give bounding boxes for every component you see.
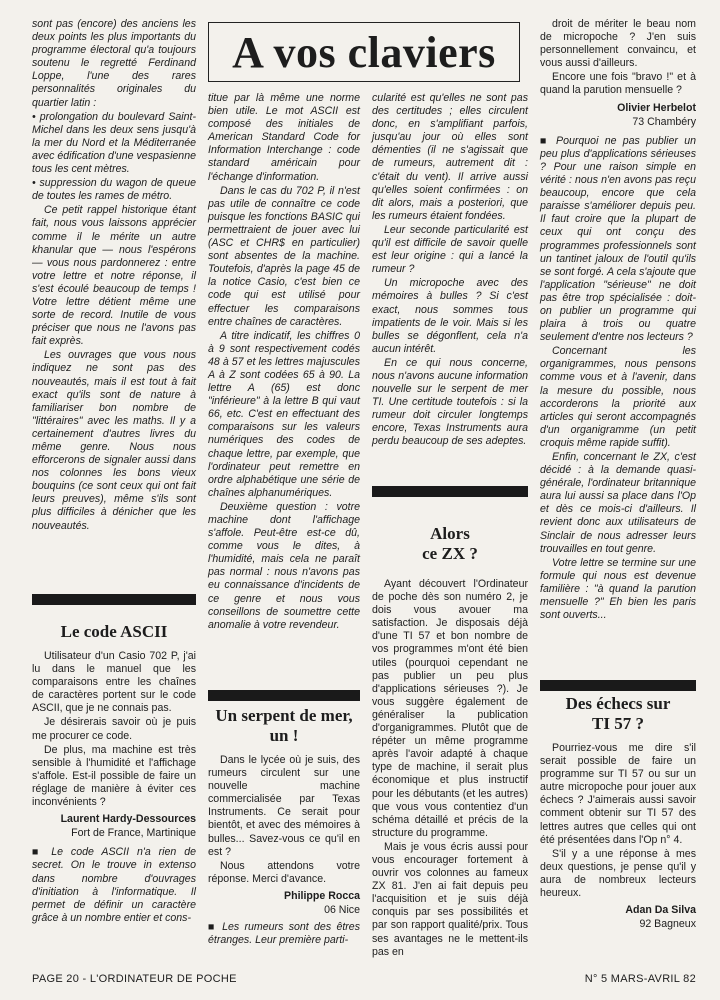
letter-paragraph: De plus, ma machine est très sensible à l'humidité et l'affichage s'affole. Est-il possible de faire un réglage de manière à éviter ces inconvénients ? — [32, 743, 196, 809]
reply-bullet: • suppression du wagon de queue de toutes les rames de métro. — [32, 177, 196, 203]
column-2 — [208, 92, 360, 633]
reply-paragraph: Les ouvrages que vous nous indiquez ne sont pas des nouveautés, mais il est tout à fait exact qu'ils sont de nature à familiariser bon nombre de "littéraires" avec les maths. Il y a certainement d'autres livres du même genre. Nous nous efforcerons de signaler aussi dans nos colonnes les bons vieux bouquins (ce sont ceux qui ont fait leurs preuves), même s'ils sont plus difficiles à dénicher que les nouveautés. — [32, 349, 196, 532]
letter-signature: Adan Da Silva — [625, 904, 696, 917]
reply-paragraph: A titre indicatif, les chiffres 0 à 9 sont respectivement codés 48 à 57 et les lettres majuscules A à Z sont codées 65 à 90. La lettre A (65) est donc "inférieure" à la lettre B qui vaut 66, etc. C'est en effectuant des comparaisons sur les valeurs numériques des codes de chaque lettre, par exemple, que l'ordinateur peut remettre en ordre alphabétique une série de chaînes alphanumériques. — [208, 329, 360, 499]
section-heading-zx — [372, 524, 528, 564]
reply-text: Le code ASCII n'a rien de secret. On le trouve in extenso dans nombre d'ouvrages d'initiation à l'informatique. Il permet de définir un caractère grâce à un nombre entier et cons- — [32, 846, 196, 924]
reply-paragraph: Dans le cas du 702 P, il n'est pas utile de connaître ce code puisque les fonctions BASIC qui permettraient de jouer avec lui (ASC et CHR$ en particulier) sont absentes de la machine. Toutefois, d'après la page 45 de la notice Casio, c'est bien ce code qui est utilisé pour effectuer les comparaisons entre chaînes de caractères. — [208, 184, 360, 328]
letter-paragraph: Pourriez-vous me dire s'il serait possible de faire un programme sur TI 57 ou sur un autre micropoche pour jouer aux échecs ? J'aimerais aussi savoir comment obtenir sur TI 57 des lettres autres que celles qui ont été présentées dans l'Op n° 4. — [540, 742, 696, 846]
letter-signature: Olivier Herbelot — [617, 101, 696, 114]
column-4 — [540, 18, 696, 623]
footer-right: N° 5 MARS-AVRIL 82 — [584, 973, 696, 985]
heading-line: ce ZX ? — [422, 544, 478, 563]
reply-paragraph: En ce qui nous concerne, nous n'avons aucune information nouvelle sur le serpent de mer TI. Une certitude toutefois : si la rumeur doit circuler longtemps encore, Texas Instruments aura perdu beaucoup de ses adeptes. — [372, 356, 528, 448]
section-divider — [372, 486, 528, 497]
letter-location: 92 Bagneux — [639, 918, 696, 931]
heading-line: Des échecs sur — [565, 694, 671, 713]
reply-paragraph: sont pas (encore) des anciens les deux points les plus importants du programme électoral qu'a toujours soutenu le regretté Ferdinand Loppe, l'une des rares personnalités originales du quartier latin : — [32, 18, 196, 109]
letter-paragraph: S'il y a une réponse à mes deux questions, je pense qu'il y aura de nombreux lecteurs heureux. — [540, 847, 696, 900]
column-1-ascii — [32, 622, 196, 926]
letter-paragraph: Dans le lycée où je suis, des rumeurs circulent sur une nouvelle machine commercialisée par Texas Instruments. Ce serait pour bientôt, et avec des mémoires à bulles... Savez-vous ce qu'il en est ? — [208, 754, 360, 858]
page-title: A vos claviers — [232, 27, 496, 77]
heading-line: TI 57 ? — [592, 714, 644, 733]
reply-text: Les rumeurs sont des êtres étranges. Leur première parti- — [208, 921, 360, 947]
column-3 — [372, 92, 528, 450]
section-divider — [540, 680, 696, 691]
reply-paragraph — [32, 846, 196, 925]
reply-paragraph: Un micropoche avec des mémoires à bulles ? Si c'est exact, nous sommes tous impatients de le voir. Mais si les bulles se dégonflent, cela n'a aucun intérêt. — [372, 277, 528, 355]
letter-paragraph: Encore une fois "bravo !" et à quand la parution mensuelle ? — [540, 71, 696, 97]
reply-paragraph: titue par là même une norme bien utile. Le mot ASCII est composé des initiales de American Standard Code for Information Interchange : code standard américain pour l'échange d'information. — [208, 92, 360, 183]
column-3-zx — [372, 524, 528, 960]
reply-paragraph: Votre lettre se termine sur une formule qui nous est devenue familière : "à quand la parution mensuelle ?" Eh bien les paris sont ouverts... — [540, 556, 696, 622]
letter-location: 06 Nice — [324, 904, 360, 917]
reply-paragraph — [208, 921, 360, 947]
section-divider — [208, 690, 360, 701]
letter-location: Fort de France, Martinique — [71, 827, 196, 840]
letter-paragraph: droit de mériter le beau nom de micropoche ? J'en suis personnellement convaincu, et vous aussi d'ailleurs. — [540, 18, 696, 70]
column-2-serpent — [208, 706, 360, 948]
letter-signature: Philippe Rocca — [284, 889, 360, 902]
reply-paragraph — [540, 135, 696, 345]
column-4-echecs — [540, 694, 696, 932]
section-divider — [32, 594, 196, 605]
letter-location: 73 Chambéry — [632, 115, 696, 128]
column-1 — [32, 18, 196, 534]
section-heading-ascii: Le code ASCII — [60, 622, 168, 641]
reply-paragraph: Concernant les organigrammes, nous pensons comme vous et à l'avenir, dans la mesure du possible, nous accorderons la priorité aux articles qui seront accompagnés d'un organigramme (un petit croquis même rapide suffit). — [540, 345, 696, 449]
letter-paragraph: Mais je vous écris aussi pour vous encourager fortement à ouvrir vos colonnes au fameux ZX 81. J'en ai fait depuis peu l'acquisition et je suis déjà conquis par ses possibilités et par son rapport qualité/prix. Tous ses avantages ne le mettent-ils pas en — [372, 840, 528, 958]
reply-text: Pourquoi ne pas publier un peu plus d'applications sérieuses ? Pour une raison simple en vérité : nous n'en avons pas reçu beaucoup, encore que cela paraisse s'améliorer depuis peu. Il faut croire que la plupart de ceux qui ont conçu des programmes professionnels sont un tantinet jaloux de l'outil qu'ils se sont forgé. A cela s'ajoute que l'application "sérieuse" ne doit pas être trop spécialisée : doit-on publier un programme qui plaira à trois ou quatre seulement d'entre nos lecteurs ? — [540, 134, 696, 344]
reply-square-icon: ■ — [540, 134, 557, 147]
reply-square-icon: ■ — [208, 921, 223, 934]
reply-paragraph: Deuxième question : votre machine dont l'affichage s'affole. Peut-être est-ce dû, comme vous le dites, à l'humidité, mais cela ne paraît pas normal : nous n'avons pas eu connaissance d'incidents de ce genre et nous vous conseillons de soumettre cette anomalie à votre revendeur. — [208, 500, 360, 631]
reply-paragraph: Ce petit rappel historique étant fait, nous vous laissons apprécier comme il le mérite un autre khanular que — nous l'espérons — vous nous pardonnerez : entre votre lettre et notre réponse, il s'est écoulé beaucoup de temps ! Votre lettre détient même une sorte de record. Inutile de vous préciser que nous ne l'avons pas fait exprès. — [32, 204, 196, 348]
letter-paragraph: Ayant découvert l'Ordinateur de poche dès son numéro 2, je dois vous avouer ma satisfaction. Je disposais déjà d'une TI 57 et bon nombre de vos programmes m'ont été bien utiles (pourquoi cependant ne pas publier un peu plus d'applications sérieuses ?). Je vous suggère également de généraliser la publication d'organigrammes. Plutôt que de répéter un même programme après l'avoir adapté à chaque type de machine, il serait plus économique et plus instructif pour les débutants (et les autres) que vous vous contentiez d'un schéma détaillé et précis de la structure du programme. — [372, 578, 528, 839]
page-title-box — [208, 22, 520, 82]
letter-paragraph: Utilisateur d'un Casio 702 P, j'ai lu dans le manuel que les comparaisons entre les chaînes de caractères portent sur le code ASCII, que je ne connais pas. — [32, 650, 196, 715]
reply-paragraph: Leur seconde particularité est qu'il est difficile de savoir quelle est leur origine : qui a lancé la rumeur ? — [372, 223, 528, 276]
heading-line: Alors — [430, 524, 470, 543]
letter-paragraph: Je désirerais savoir où je puis me procurer ce code. — [32, 716, 196, 742]
reply-paragraph: Enfin, concernant le ZX, c'est décidé : à la demande quasi-générale, l'ordinateur britannique aura lui aussi sa place dans l'Op et dès ce mois-ci d'ailleurs. Il revient donc aux utilisateurs de Sinclair de nous adresser leurs trouvailles en tout genre. — [540, 451, 696, 555]
section-heading-serpent: Un serpent de mer, un ! — [215, 706, 353, 745]
letter-paragraph: Nous attendons votre réponse. Merci d'avance. — [208, 859, 360, 885]
letter-signature: Laurent Hardy-Dessources — [60, 813, 196, 826]
footer-left: PAGE 20 - L'ORDINATEUR DE POCHE — [32, 973, 237, 985]
reply-bullet: • prolongation du boulevard Saint-Michel dans les deux sens jusqu'à la mer du Nord et la Méditerranée avec édification d'une vespasienne tous les cent mètres. — [32, 110, 196, 176]
reply-paragraph: cularité est qu'elles ne sont pas des certitudes ; elles circulent donc, en s'amplifiant parfois, jusqu'au jour où elles sont démenties (il ne s'agissait que de rumeurs, autrement dit : c'était du vent). Il arrive aussi qu'elles soient confirmées : on dit alors, mais a posteriori, que les rumeurs étaient fondées. — [372, 92, 528, 222]
reply-square-icon: ■ — [32, 846, 52, 859]
section-heading-echecs — [540, 694, 696, 734]
